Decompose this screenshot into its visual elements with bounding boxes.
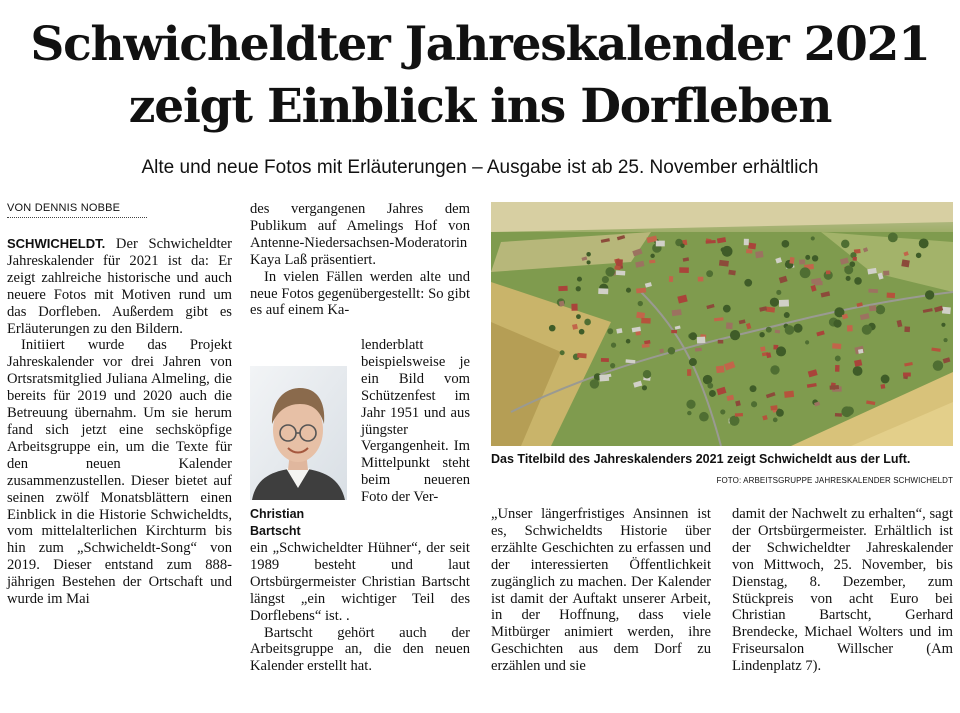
- house-roof: [598, 288, 608, 294]
- tree: [833, 320, 841, 328]
- photo-caption: Das Titelbild des Jahreskalenders 2021 zeigt Schwicheldt aus der Luft.: [491, 452, 911, 466]
- house-roof: [718, 340, 724, 344]
- tree: [576, 314, 581, 319]
- tree: [577, 277, 582, 282]
- paragraph-4-continued: lenderblatt beispielsweise je ein Bild vom Schützenfest im Jahr 1951 und aus jüngster Vergangenheit. Im Mittelpunkt steht beim neueren Foto der Ver-: [361, 337, 470, 506]
- dateline: SCHWICHELDT.: [7, 236, 106, 251]
- tree: [720, 409, 725, 414]
- house-roof: [835, 365, 840, 372]
- tree: [750, 385, 757, 392]
- house-roof: [830, 385, 839, 390]
- house-roof: [766, 307, 776, 313]
- tree: [853, 366, 863, 376]
- tree: [680, 243, 684, 247]
- article-column-2-bottom: [250, 540, 470, 675]
- tree: [605, 267, 615, 277]
- tree: [638, 301, 643, 306]
- house-roof: [883, 271, 889, 276]
- aerial-village-photo: [491, 202, 953, 446]
- tree: [751, 401, 757, 407]
- house-roof: [614, 265, 620, 270]
- house-roof: [601, 358, 609, 362]
- tree: [919, 238, 929, 248]
- subheadline: Alte und neue Fotos mit Erläuterungen – Ausgabe ist ab 25. November erhältlich: [141, 157, 819, 178]
- house-roof: [847, 325, 853, 331]
- house-roof: [726, 322, 733, 329]
- tree: [916, 253, 921, 258]
- house-roof: [904, 326, 910, 332]
- house-roof: [901, 259, 910, 267]
- paragraph-2: Initiiert wurde das Projekt Jahreskalender vor drei Jahren von Ortsratsmitglied Juliana Almeling, die bereits für 2019 und 2020 auch die Betreuung übernahm. Um sie herum fand sich jetzt eine sechsköpfige Arbeitsgruppe ein, um die Texte für den neuen Kalender zusammenzustellen. Dieser bietet auf seinen zwölf Monatsblättern einen Einblick in die Historie Schwicheldts, vom mittelalterlichen Kirchturm bis hin zum „Schwicheldt-Song“ von 2019. Dieser entstand zum 888-jährigen Bestehen der Ortschaft und wurde im Mai: [7, 337, 232, 608]
- tree: [642, 385, 647, 390]
- house-roof: [755, 251, 763, 258]
- tree: [782, 240, 790, 248]
- paragraph-4: In vielen Fällen werden alte und neue Fotos gegenübergestellt: So gibt es auf einem Ka-: [250, 268, 470, 319]
- tree: [686, 400, 695, 409]
- aerial-image: [491, 202, 953, 446]
- house-roof: [698, 277, 704, 282]
- tree: [841, 240, 849, 248]
- house-roof: [869, 305, 876, 311]
- house-roof: [616, 270, 625, 275]
- house-roof: [716, 365, 725, 373]
- tree: [862, 325, 872, 335]
- house-roof: [577, 353, 587, 358]
- house-roof: [616, 259, 623, 266]
- portrait-caption: Christian Bartscht: [250, 507, 305, 538]
- tree: [721, 247, 726, 252]
- tree: [811, 236, 815, 240]
- house-roof: [559, 301, 565, 307]
- tree: [805, 340, 809, 344]
- portrait-photo: [250, 366, 347, 500]
- paragraph-7: damit der Nachwelt zu erhalten“, sagt der Ortsbürgermeister. Erhältlich ist der Schwicheldter Jahreskalender von Mittwoch, 25. November, bis Dienstag, 8. Dezember, zum Stückpreis von acht Euro bei Christian Bartscht, Gerhard Brendecke, Michael Wolters und im Friseursalon Willscher (Am Lindenplatz 7).: [732, 506, 953, 675]
- tree: [773, 418, 778, 423]
- house-roof: [887, 293, 896, 299]
- tree: [770, 365, 779, 374]
- tree: [888, 232, 898, 242]
- tree: [602, 276, 609, 283]
- house-roof: [868, 289, 878, 293]
- paragraph-1-text: Der Schwicheldter Jahreskalender für 2021 ist da: Er zeigt zahlreiche historische und auch neuere Fotos mit Motiven rund um das Dorfleben. Außerdem gibt es Erläuterungen zu den Bildern.: [7, 236, 232, 337]
- tree: [706, 270, 713, 277]
- paragraph-3: des vergangenen Jahres dem Publikum auf Amelings Hof von Antenne-Niedersachsen-Moderatorin Kaya Laß präsentiert.: [250, 201, 470, 268]
- tree: [805, 255, 810, 260]
- tree: [587, 260, 591, 264]
- tree: [689, 358, 697, 366]
- house-roof: [903, 373, 911, 377]
- house-roof: [735, 413, 743, 417]
- house-roof: [779, 300, 789, 307]
- tree: [776, 409, 784, 417]
- tree: [650, 254, 654, 258]
- tree: [560, 350, 565, 355]
- tree: [941, 323, 945, 327]
- tree: [776, 290, 781, 295]
- tree: [784, 312, 790, 318]
- house-roof: [760, 346, 765, 351]
- tree: [925, 290, 934, 299]
- house-roof: [659, 349, 664, 354]
- tree: [579, 329, 585, 335]
- house-roof: [636, 312, 645, 319]
- tree: [626, 288, 631, 293]
- tree: [707, 383, 713, 389]
- house-roof: [728, 270, 736, 276]
- paragraph-6: „Unser längerfristiges Ansinnen ist es, Schwicheldts Historie über erzählte Geschichten zu erfassen und der interessierten Öffentlichkeit zugänglich zu machen. Der Kalender ist damit der Auftakt unserer Arbeit, in der Hoffnung, dass viele Mitbürger animiert werden, ihre Geschichten aus dem Dorf zu erzählen und sie: [491, 506, 711, 675]
- tree: [643, 370, 651, 378]
- house-roof: [942, 307, 951, 314]
- tree: [590, 379, 599, 388]
- house-roof: [826, 270, 831, 274]
- tree: [776, 346, 786, 356]
- house-roof: [832, 343, 841, 349]
- house-roof: [746, 249, 752, 253]
- tree: [699, 412, 709, 422]
- house-roof: [558, 286, 567, 291]
- article-column-4: [732, 506, 953, 675]
- house-roof: [748, 243, 756, 250]
- tree: [730, 330, 740, 340]
- tree: [586, 252, 591, 257]
- tree: [943, 338, 947, 342]
- house-roof: [719, 260, 729, 267]
- house-roof: [770, 405, 777, 410]
- house-roof: [853, 257, 857, 261]
- photo-credit: FOTO: ARBEITSGRUPPE JAHRESKALENDER SCHWICHELDT: [716, 476, 953, 485]
- tree: [785, 325, 795, 335]
- house-roof: [599, 374, 609, 381]
- article-column-1: [7, 236, 232, 608]
- tree: [845, 406, 854, 415]
- house-roof: [649, 260, 655, 264]
- house-roof: [671, 330, 677, 333]
- paragraph-1: [7, 236, 232, 337]
- house-roof: [669, 276, 673, 282]
- headline-line-2: zeigt Einblick ins Dorfleben: [128, 79, 832, 134]
- house-roof: [799, 259, 805, 264]
- tree: [729, 416, 739, 426]
- paragraph-4-end: ein „Schwicheldter Hühner“, der seit 1989 besteht und laut Ortsbürgermeister Christian Bartscht längst „ein wichtiger Teil des Dorflebens“ ist. .: [250, 540, 470, 624]
- tree: [759, 332, 764, 337]
- tree: [844, 265, 853, 274]
- house-roof: [672, 309, 682, 316]
- house-roof: [616, 328, 622, 334]
- tree: [812, 255, 818, 261]
- house-roof: [687, 369, 691, 376]
- house-roof: [784, 391, 794, 398]
- tree: [770, 298, 779, 307]
- tree: [611, 342, 616, 347]
- article-column-3: [491, 506, 711, 675]
- house-roof: [571, 304, 577, 311]
- tree: [766, 327, 772, 333]
- house-roof: [697, 337, 706, 344]
- house-roof: [679, 267, 689, 273]
- portrait-image: [250, 366, 347, 500]
- tree: [744, 279, 752, 287]
- tree: [607, 328, 613, 334]
- tree: [794, 324, 803, 333]
- house-roof: [636, 288, 646, 294]
- house-roof: [744, 239, 749, 245]
- house-roof: [656, 241, 665, 247]
- paragraph-5: Bartscht gehört auch der Arbeitsgruppe an, die den neuen Kalender erstellt hat.: [250, 624, 470, 675]
- tree: [584, 319, 591, 326]
- house-roof: [789, 257, 794, 264]
- house-roof: [858, 349, 863, 354]
- house-roof: [835, 413, 842, 417]
- tree: [846, 276, 851, 281]
- tree: [876, 305, 886, 315]
- headline-line-1: Schwicheldter Jahreskalender 2021: [30, 17, 930, 72]
- tree: [800, 267, 811, 278]
- house-roof: [880, 384, 885, 389]
- article-column-2-top: [250, 201, 470, 319]
- tree: [881, 375, 890, 384]
- tree: [689, 332, 697, 340]
- tree: [835, 356, 841, 362]
- tree: [687, 411, 691, 415]
- tree: [668, 347, 675, 354]
- byline: VON DENNIS NOBBE: [7, 202, 147, 218]
- tree: [626, 339, 631, 344]
- house-roof: [641, 318, 651, 324]
- tree: [854, 277, 862, 285]
- tree: [933, 360, 944, 371]
- tree: [576, 286, 581, 291]
- tree: [610, 363, 615, 368]
- tree: [723, 305, 731, 313]
- tree: [709, 390, 716, 397]
- tree: [549, 325, 556, 332]
- article-column-2-narrow: [361, 337, 470, 506]
